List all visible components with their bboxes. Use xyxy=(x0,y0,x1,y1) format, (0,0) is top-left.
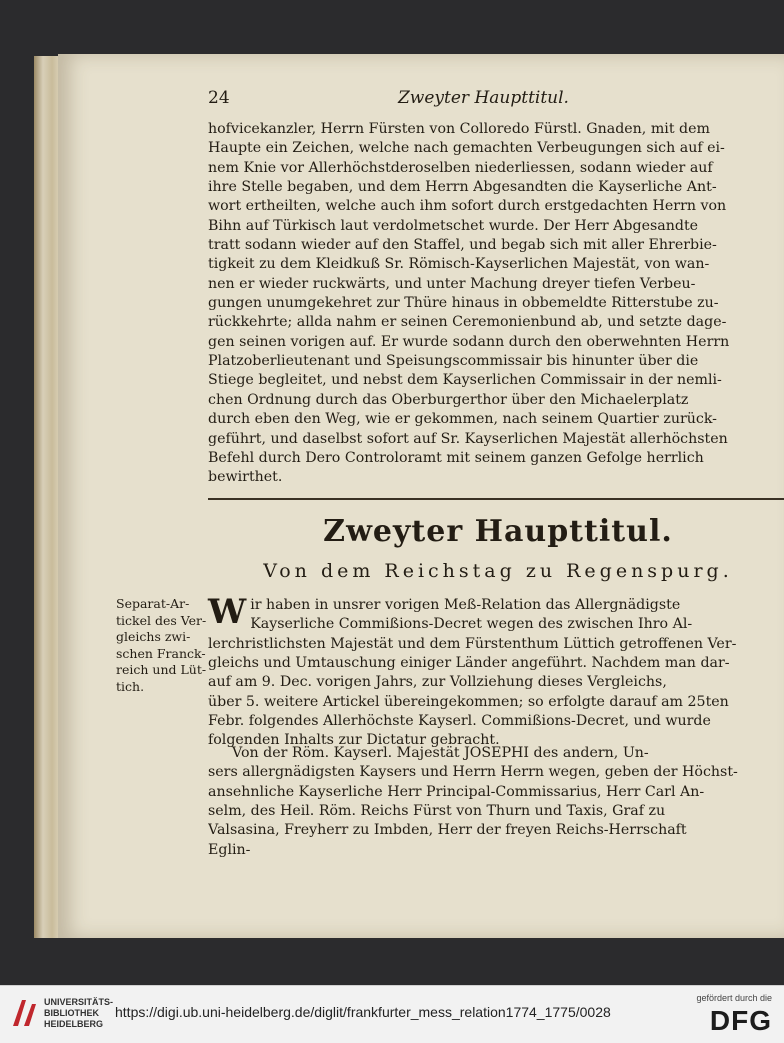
text-line: ir haben in unsrer vorigen Meß-Relation das Allergnädigste xyxy=(250,597,681,613)
text-line: Platzoberlieutenant und Speisungscommissair bis hinunter über die xyxy=(208,353,699,370)
text-line: schen Franck- xyxy=(116,645,206,661)
library-name-line: HEIDELBERG xyxy=(44,1019,104,1029)
viewer-footer xyxy=(0,985,784,1043)
dfg-logo[interactable]: DFG xyxy=(709,1005,772,1036)
text-line: Febr. folgendes Allerhöchste Kayserl. Commißions-Decret, und wurde xyxy=(208,713,711,730)
text-line: Stiege begleitet, und nebst dem Kayserlichen Commissair in der nemli- xyxy=(208,372,722,389)
text-line: tickel des Ver- xyxy=(116,612,207,628)
section-subtitle: Von dem Reichstag zu Regenspurg. xyxy=(263,560,733,582)
text-line: tigkeit zu dem Kleidkuß Sr. Römisch-Kayserlichen Majestät, von wan- xyxy=(208,256,710,273)
section-divider xyxy=(208,498,784,500)
text-line: wort ertheilten, welche auch ihm sofort durch erstgedachten Herrn von xyxy=(208,198,727,215)
text-line: reich und Lüt- xyxy=(116,662,207,678)
university-library-logo-icon[interactable] xyxy=(10,996,40,1030)
text-line: ihre Stelle begaben, und dem Herrn Abgesandten die Kayserliche Ant- xyxy=(208,179,717,196)
text-line: Eglin- xyxy=(208,841,251,858)
text-line: chen Ordnung durch das Oberburgerthor über den Michaelerplatz xyxy=(208,391,689,408)
text-line: Kayserliche Commißions-Decret wegen des zwischen Ihro Al- xyxy=(250,616,693,633)
running-title: Zweyter Haupttitul. xyxy=(398,88,569,108)
text-line: Befehl durch Dero Controloramt mit seinem ganzen Gefolge herrlich xyxy=(208,449,704,466)
text-line: folgenden Inhalts zur Dictatur gebracht. xyxy=(208,732,500,749)
text-line: auf am 9. Dec. vorigen Jahrs, zur Vollziehung dieses Vergleichs, xyxy=(208,674,667,691)
text-line: sers allergnädigsten Kaysers und Herrn Herrn wegen, geben der Höchst- xyxy=(208,764,738,781)
logo-stroke xyxy=(13,1000,36,1026)
text-line: tratt sodann wieder auf den Staffel, und begab sich mit aller Ehrerbie- xyxy=(208,237,717,254)
text-line: ansehnliche Kayserliche Herr Principal-Commissarius, Herr Carl An- xyxy=(208,783,705,800)
text-line: gleichs und Umtauschung einiger Länder angeführt. Nachdem man dar- xyxy=(208,655,730,672)
text-line: nem Knie vor Allerhöchstderoselben niederliessen, sodann wieder auf xyxy=(208,159,713,176)
text-line: bewirthet. xyxy=(208,469,283,486)
text-line: Haupte ein Zeichen, welche nach gemachten Verbeugungen sich auf ei- xyxy=(208,140,725,157)
text-line: Valsasina, Freyherr zu Imbden, Herr der freyen Reichs-Herrschaft xyxy=(208,822,687,839)
paragraph-ceremony xyxy=(208,120,784,488)
section-title: Zweyter Haupttitul. xyxy=(323,514,673,549)
permalink-url[interactable]: https://digi.ub.uni-heidelberg.de/diglit/frankfurter_mess_relation1774_1775/0028 xyxy=(115,1004,611,1020)
funded-by-label: gefördert durch die xyxy=(696,993,772,1003)
text-line: durch eben den Weg, wie er gekommen, nach seinem Quartier zurück- xyxy=(208,411,717,428)
page-number: 24 xyxy=(208,88,230,108)
text-line: gen seinen vorigen auf. Er wurde sodann durch den oberwehnten Herrn xyxy=(208,333,730,350)
library-name-line: UNIVERSITÄTS- xyxy=(44,997,114,1007)
margin-note xyxy=(116,596,208,696)
text-line: hofvicekanzler, Herrn Fürsten von Colloredo Fürstl. Gnaden, mit dem xyxy=(208,121,710,137)
text-line: Separat-Ar- xyxy=(116,596,190,611)
text-line: über 5. weitere Artickel übereingekommen; so erfolgte darauf am 25ten xyxy=(208,693,729,710)
text-line: tich. xyxy=(116,678,145,694)
text-line: lerchristlichsten Majestät und dem Fürstenthum Lüttich getroffenen Ver- xyxy=(208,635,737,652)
text-line: Von der Röm. Kayserl. Majestät JOSEPHI des andern, Un- xyxy=(232,745,649,761)
text-line: selm, des Heil. Röm. Reichs Fürst von Thurn und Taxis, Graf zu xyxy=(208,803,666,820)
book-page xyxy=(58,54,784,938)
library-name[interactable] xyxy=(44,997,113,1030)
paragraph-reichstag xyxy=(208,592,784,751)
drop-cap: W xyxy=(208,592,247,632)
text-line: Bihn auf Türkisch laut verdolmetschet wurde. Der Herr Abgesandte xyxy=(208,217,699,234)
paragraph-decree xyxy=(208,744,784,860)
text-line: gleichs zwi- xyxy=(116,629,191,645)
text-line: nen er wieder ruckwärts, und unter Machung dreyer tiefen Verbeu- xyxy=(208,275,696,292)
text-line: gungen unumgekehret zur Thüre hinaus in obbemeldte Ritterstube zu- xyxy=(208,295,719,312)
text-line: rückkehrte; allda nahm er seinen Ceremonienbund ab, und setzte dage- xyxy=(208,314,727,331)
running-head xyxy=(208,88,768,112)
text-line: geführt, und daselbst sofort auf Sr. Kayserlichen Majestät allerhöchsten xyxy=(208,430,728,447)
library-name-line: BIBLIOTHEK xyxy=(44,1008,99,1018)
